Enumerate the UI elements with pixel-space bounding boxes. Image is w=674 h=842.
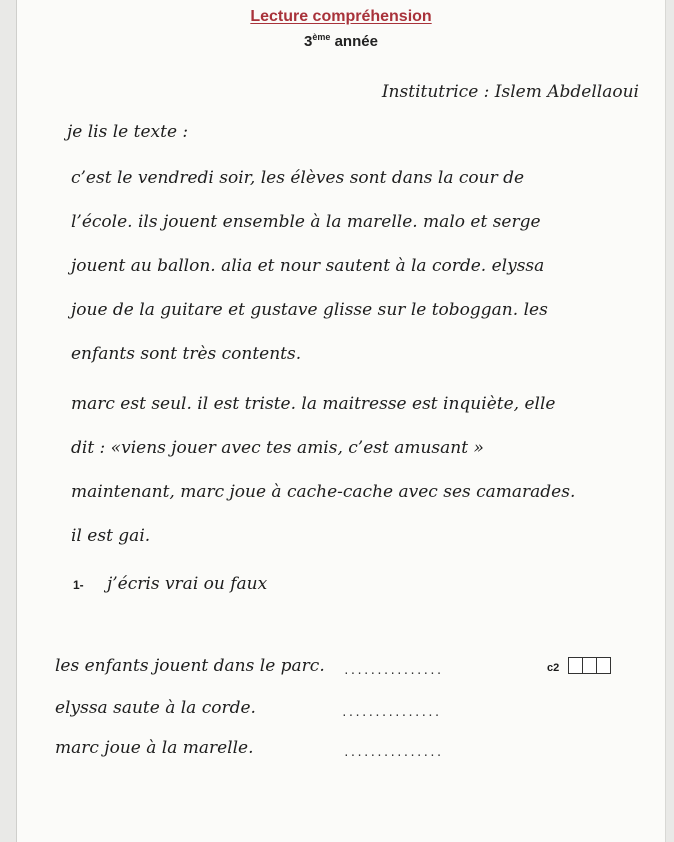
text-line: marc est seul. il est triste. la maitresse est inquiète, elle <box>71 394 556 414</box>
score-cell <box>582 657 597 674</box>
score-cell <box>568 657 583 674</box>
exercise-instruction: j’écris vrai ou faux <box>107 574 268 594</box>
score-box <box>569 657 611 674</box>
answer-blank[interactable]: ............... <box>343 664 443 677</box>
text-line: dit : «viens jouer avec tes amis, c’est amusant » <box>71 438 484 458</box>
answer-blank[interactable]: ............... <box>341 706 441 719</box>
score-label: c2 <box>547 662 560 674</box>
page-title: Lecture compréhension <box>250 8 432 25</box>
text-line: c’est le vendredi soir, les élèves sont dans la cour de <box>71 168 525 188</box>
text-line: il est gai. <box>71 526 151 546</box>
worksheet-page <box>16 0 666 842</box>
exercise-item: les enfants jouent dans le parc. <box>55 656 325 676</box>
year-word: année <box>334 33 378 50</box>
text-line: joue de la guitare et gustave glisse sur le toboggan. les <box>71 300 548 320</box>
text-line: jouent au ballon. alia et nour sautent à la corde. elyssa <box>71 256 545 276</box>
exercise-item: elyssa saute à la corde. <box>55 698 256 718</box>
text-line: enfants sont très contents. <box>71 344 302 364</box>
text-line: maintenant, marc joue à cache-cache avec ses camarades. <box>71 482 576 502</box>
class-year <box>17 32 665 50</box>
exercise-number: 1- <box>73 578 84 592</box>
answer-blank[interactable]: ............... <box>343 746 443 759</box>
teacher-name: Institutrice : Islem Abdellaoui <box>381 82 639 102</box>
exercise-item: marc joue à la marelle. <box>55 738 254 758</box>
text-line: l’école. ils jouent ensemble à la marelle. malo et serge <box>71 212 541 232</box>
reading-intro: je lis le texte : <box>67 122 189 142</box>
year-number: 3 <box>304 33 313 50</box>
score-cell <box>596 657 611 674</box>
year-suffix: ème <box>312 32 331 42</box>
